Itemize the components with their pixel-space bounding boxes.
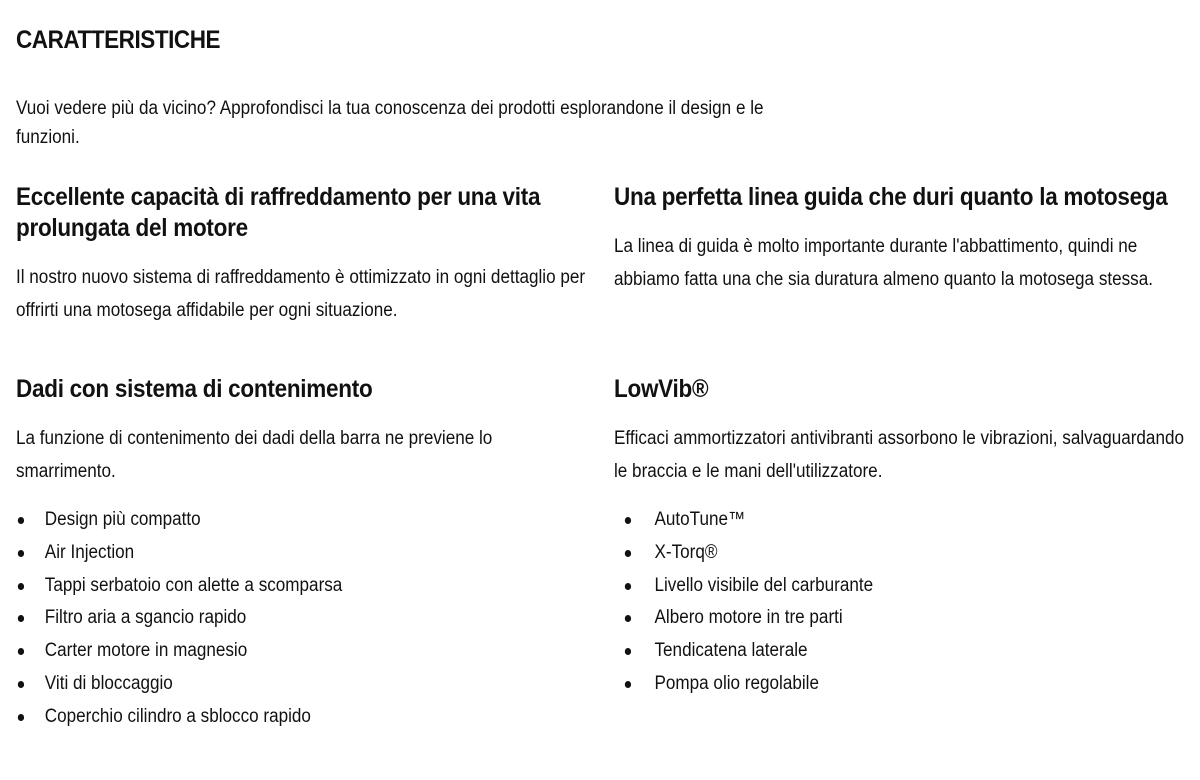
list-item-label: AutoTune™ [654, 509, 746, 530]
bullet-icon [18, 714, 24, 721]
feature-bar-nuts [16, 374, 592, 488]
section-title: CARATTERISTICHE [16, 26, 221, 54]
list-item [16, 504, 592, 537]
list-item [614, 570, 1190, 603]
list-item [614, 602, 1190, 635]
list-item [16, 570, 592, 603]
list-item-label: X-Torq® [654, 541, 718, 563]
list-item [16, 537, 592, 570]
list-item [16, 668, 592, 701]
bullet-icon [625, 517, 631, 524]
feature-title: Una perfetta linea guida che duri quanto la motosega [614, 183, 1168, 211]
list-item [614, 504, 1190, 537]
feature-cooling [16, 182, 592, 374]
bullet-icon [625, 648, 631, 655]
features-column-right [614, 182, 1190, 701]
feature-title: Eccellente capacità di raffreddamento per una vita prolungata del motore [16, 183, 541, 242]
bullet-icon [18, 550, 24, 557]
feature-description: La funzione di contenimento dei dadi della barra ne previene lo smarrimento. [16, 428, 493, 482]
list-item-label: Viti di bloccaggio [44, 672, 173, 694]
list-item [16, 701, 592, 734]
list-item-label: Coperchio cilindro a sblocco rapido [44, 705, 311, 727]
feature-title: LowVib® [614, 375, 709, 403]
features-column-left [16, 182, 592, 734]
bullet-icon [18, 648, 24, 655]
list-item-label: Tappi serbatoio con alette a scomparsa [44, 574, 343, 596]
feature-description: Efficaci ammortizzatori antivibranti assorbono le vibrazioni, salvaguardando le braccia e le mani dell'utilizzatore. [614, 428, 1184, 482]
list-item [614, 537, 1190, 570]
feature-description: Il nostro nuovo sistema di raffreddamento è ottimizzato in ogni dettaglio per offrirti una motosega affidabile per ogni situazione. [16, 267, 586, 321]
feature-description: La linea di guida è molto importante durante l'abbattimento, quindi ne abbiamo fatta una che sia duratura almeno quanto la motosega stessa. [614, 236, 1154, 290]
bullet-icon [625, 615, 631, 622]
list-item-label: Filtro aria a sgancio rapido [44, 607, 247, 629]
feature-guide-bar [614, 182, 1190, 374]
bullet-icon [625, 681, 631, 688]
list-item [16, 635, 592, 668]
bullet-icon [625, 550, 631, 557]
feature-lowvib [614, 374, 1190, 488]
list-item-label: Tendicatena laterale [654, 640, 808, 662]
intro-text: Vuoi vedere più da vicino? Approfondisci la tua conoscenza dei prodotti esplorandone il design e le funzioni. [16, 98, 764, 148]
bullet-icon [18, 583, 24, 590]
feature-title: Dadi con sistema di contenimento [16, 375, 373, 403]
list-item [614, 635, 1190, 668]
bullet-icon [18, 615, 24, 622]
feature-list-left [16, 504, 592, 734]
feature-list-right [614, 504, 1190, 701]
list-item-label: Albero motore in tre parti [654, 607, 843, 629]
list-item [16, 602, 592, 635]
bullet-icon [18, 517, 24, 524]
list-item [614, 668, 1190, 701]
bullet-icon [18, 681, 24, 688]
list-item-label: Pompa olio regolabile [654, 672, 819, 694]
list-item-label: Air Injection [44, 541, 135, 563]
list-item-label: Design più compatto [44, 509, 201, 530]
bullet-icon [625, 583, 631, 590]
list-item-label: Carter motore in magnesio [44, 640, 248, 662]
list-item-label: Livello visibile del carburante [654, 574, 874, 596]
